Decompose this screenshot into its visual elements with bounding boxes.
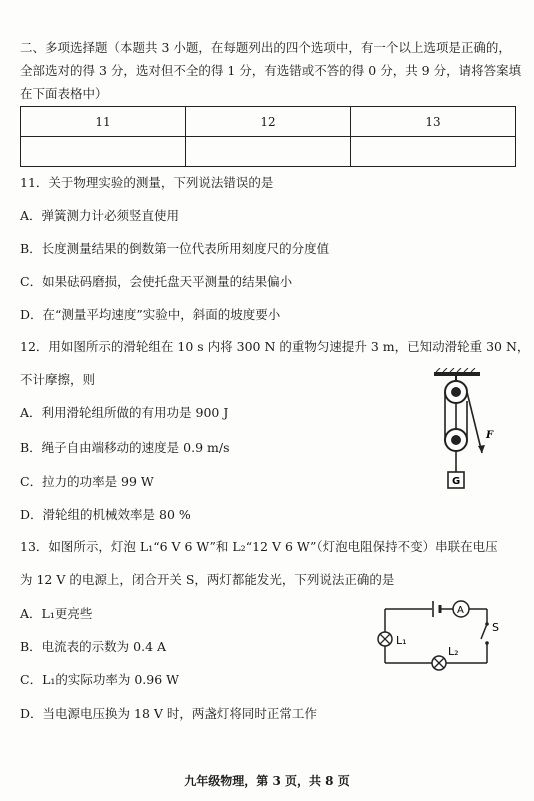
section-title-line1: 二、多项选择题（本题共 3 小题，在每题列出的四个选项中，有一个以上选项是正确的， xyxy=(20,40,511,55)
q12-option-b: B．绳子自由端移动的速度是 0.9 m/s xyxy=(20,440,230,455)
answer-cell[interactable] xyxy=(351,137,516,167)
q12-option-d: D．滑轮组的机械效率是 80 % xyxy=(20,507,191,522)
force-arrow xyxy=(478,445,485,453)
page-footer: 九年级物理，第 3 页，共 8 页 xyxy=(184,774,350,788)
answer-table-answer-row xyxy=(21,137,516,167)
section-title-line2: 全部选对的得 3 分，选对但不全的得 1 分，有选错或不答的得 0 分，共 9 分，请将答案填 xyxy=(20,63,522,78)
battery xyxy=(433,601,440,617)
lamp-l2-label: L₂ xyxy=(448,645,459,658)
circuit-diagram xyxy=(375,595,505,675)
force-label: F xyxy=(486,430,494,441)
pulley-diagram xyxy=(420,368,510,496)
switch-label: S xyxy=(492,621,499,634)
q13-option-d: D．当电源电压换为 18 V 时，两盏灯将同时正常工作 xyxy=(20,706,317,721)
q11-option-d: D．在“测量平均速度”实验中，斜面的坡度要小 xyxy=(20,307,281,322)
answer-cell[interactable] xyxy=(21,137,186,167)
q12-stem-line2: 不计摩擦，则 xyxy=(20,372,96,387)
answer-table-header: 12 xyxy=(186,107,351,137)
q13-stem-line2: 为 12 V 的电源上，闭合开关 S，两灯都能发光，下列说法正确的是 xyxy=(20,572,395,587)
q13-option-b: B．电流表的示数为 0.4 A xyxy=(20,639,167,654)
weight-label: G xyxy=(452,476,461,487)
q11-stem: 11．关于物理实验的测量，下列说法错误的是 xyxy=(20,175,274,190)
q12-stem-line1: 12．用如图所示的滑轮组在 10 s 内将 300 N 的重物匀速提升 3 m，已知动滑轮重 30 N， xyxy=(20,339,530,354)
q12-option-c: C．拉力的功率是 99 W xyxy=(20,474,154,489)
q13-stem-line1: 13．如图所示，灯泡 L₁“6 V 6 W”和 L₂“12 V 6 W”（灯泡电阻保持不变）串联在电压 xyxy=(20,539,498,554)
q13-option-a: A．L₁更亮些 xyxy=(20,606,93,621)
q13-option-c: C．L₁的实际功率为 0.96 W xyxy=(20,672,180,687)
lamp-l1-label: L₁ xyxy=(396,634,407,647)
section-title-line3: 在下面表格中） xyxy=(20,86,108,101)
answer-cell[interactable] xyxy=(186,137,351,167)
answer-table-header: 11 xyxy=(21,107,186,137)
q11-option-a: A．弹簧测力计必须竖直使用 xyxy=(20,208,180,223)
answer-table-header: 13 xyxy=(351,107,516,137)
q11-option-b: B．长度测量结果的倒数第一位代表所用刻度尺的分度值 xyxy=(20,241,330,256)
ceiling xyxy=(434,372,480,376)
answer-table-header-row xyxy=(21,107,516,137)
ammeter-label: A xyxy=(457,605,464,616)
ceiling-hatch xyxy=(436,368,475,372)
answer-table xyxy=(20,106,516,167)
q12-option-a: A．利用滑轮组所做的有用功是 900 J xyxy=(20,405,229,420)
q11-option-c: C．如果砝码磨损，会使托盘天平测量的结果偏小 xyxy=(20,274,293,289)
